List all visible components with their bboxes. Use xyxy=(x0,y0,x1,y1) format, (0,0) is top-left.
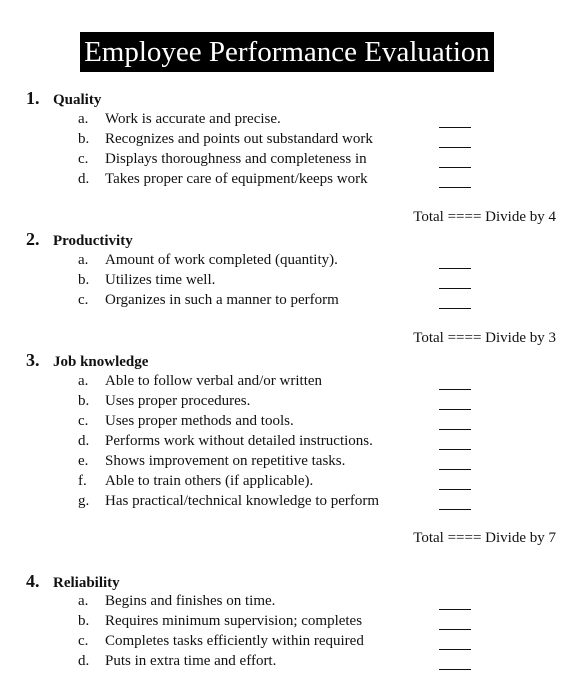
criterion-text: Recognizes and points out substandard work xyxy=(105,131,373,147)
section-number: 2. xyxy=(26,229,40,249)
score-blank[interactable] xyxy=(439,629,471,630)
score-blank[interactable] xyxy=(439,449,471,450)
criterion-text: Amount of work completed (quantity). xyxy=(105,252,338,268)
section-header-quality xyxy=(26,87,101,109)
section-header-reliability xyxy=(26,570,120,592)
criterion-row xyxy=(78,451,345,471)
criterion-row xyxy=(78,431,373,451)
criterion-text: Uses proper procedures. xyxy=(105,393,251,409)
score-blank[interactable] xyxy=(439,308,471,309)
criterion-text: Shows improvement on repetitive tasks. xyxy=(105,453,346,469)
section-header-productivity xyxy=(26,228,133,250)
criterion-text: Requires minimum supervision; completes xyxy=(105,613,363,629)
score-blank[interactable] xyxy=(439,429,471,430)
criterion-text: Has practical/technical knowledge to perform xyxy=(105,493,380,509)
criterion-row xyxy=(78,411,294,431)
score-blank[interactable] xyxy=(439,288,471,289)
score-blank[interactable] xyxy=(439,268,471,269)
section-total: Total ==== Divide by 4 xyxy=(413,209,556,225)
criterion-text: Uses proper methods and tools. xyxy=(105,413,294,429)
criterion-letter: c. xyxy=(78,151,89,167)
criterion-row xyxy=(78,491,379,511)
criterion-row xyxy=(78,591,275,611)
criterion-row xyxy=(78,169,368,189)
section-title: Quality xyxy=(53,92,102,108)
criterion-letter: b. xyxy=(78,393,90,409)
criterion-letter: d. xyxy=(78,433,90,449)
criterion-letter: c. xyxy=(78,633,89,649)
criterion-row xyxy=(78,290,339,310)
criterion-letter: b. xyxy=(78,613,90,629)
section-title: Reliability xyxy=(53,575,120,591)
criterion-letter: d. xyxy=(78,171,90,187)
criterion-letter: b. xyxy=(78,131,90,147)
section-number: 1. xyxy=(26,88,40,108)
score-blank[interactable] xyxy=(439,127,471,128)
criterion-row xyxy=(78,149,367,169)
section-total: Total ==== Divide by 3 xyxy=(413,330,556,346)
criterion-text: Work is accurate and precise. xyxy=(105,111,281,127)
criterion-text: Takes proper care of equipment/keeps work xyxy=(105,171,368,187)
criterion-letter: e. xyxy=(78,453,89,469)
section-title: Productivity xyxy=(53,233,133,249)
criterion-row xyxy=(78,631,364,651)
criterion-letter: c. xyxy=(78,413,89,429)
criterion-text: Able to follow verbal and/or written xyxy=(105,373,323,389)
criterion-letter: a. xyxy=(78,373,89,389)
criterion-text: Utilizes time well. xyxy=(105,272,216,288)
criterion-text: Able to train others (if applicable). xyxy=(105,473,314,489)
criterion-text: Puts in extra time and effort. xyxy=(105,653,277,669)
criterion-row xyxy=(78,471,313,491)
criterion-text: Displays thoroughness and completeness in xyxy=(105,151,367,167)
page-title: Employee Performance Evaluation xyxy=(80,32,494,72)
criterion-letter: f. xyxy=(78,473,87,489)
score-blank[interactable] xyxy=(439,167,471,168)
section-title: Job knowledge xyxy=(53,354,149,370)
criterion-row xyxy=(78,250,338,270)
criterion-text: Completes tasks efficiently within required xyxy=(105,633,364,649)
score-blank[interactable] xyxy=(439,469,471,470)
criterion-row xyxy=(78,270,215,290)
section-number: 4. xyxy=(26,571,40,591)
criterion-row xyxy=(78,371,322,391)
score-blank[interactable] xyxy=(439,489,471,490)
score-blank[interactable] xyxy=(439,509,471,510)
score-blank[interactable] xyxy=(439,609,471,610)
criterion-letter: a. xyxy=(78,111,89,127)
criterion-letter: c. xyxy=(78,292,89,308)
criterion-text: Organizes in such a manner to perform xyxy=(105,292,339,308)
score-blank[interactable] xyxy=(439,649,471,650)
score-blank[interactable] xyxy=(439,389,471,390)
section-total: Total ==== Divide by 7 xyxy=(413,530,556,546)
criterion-row xyxy=(78,109,281,129)
criterion-row xyxy=(78,651,276,671)
criterion-letter: g. xyxy=(78,493,90,509)
criterion-letter: a. xyxy=(78,252,89,268)
criterion-row xyxy=(78,129,373,149)
section-header-job-knowledge xyxy=(26,349,148,371)
criterion-letter: d. xyxy=(78,653,90,669)
criterion-row xyxy=(78,391,250,411)
criterion-letter: a. xyxy=(78,593,89,609)
criterion-row xyxy=(78,611,362,631)
score-blank[interactable] xyxy=(439,147,471,148)
criterion-text: Performs work without detailed instructions. xyxy=(105,433,373,449)
score-blank[interactable] xyxy=(439,187,471,188)
section-number: 3. xyxy=(26,350,40,370)
criterion-letter: b. xyxy=(78,272,90,288)
criterion-text: Begins and finishes on time. xyxy=(105,593,276,609)
score-blank[interactable] xyxy=(439,409,471,410)
score-blank[interactable] xyxy=(439,669,471,670)
